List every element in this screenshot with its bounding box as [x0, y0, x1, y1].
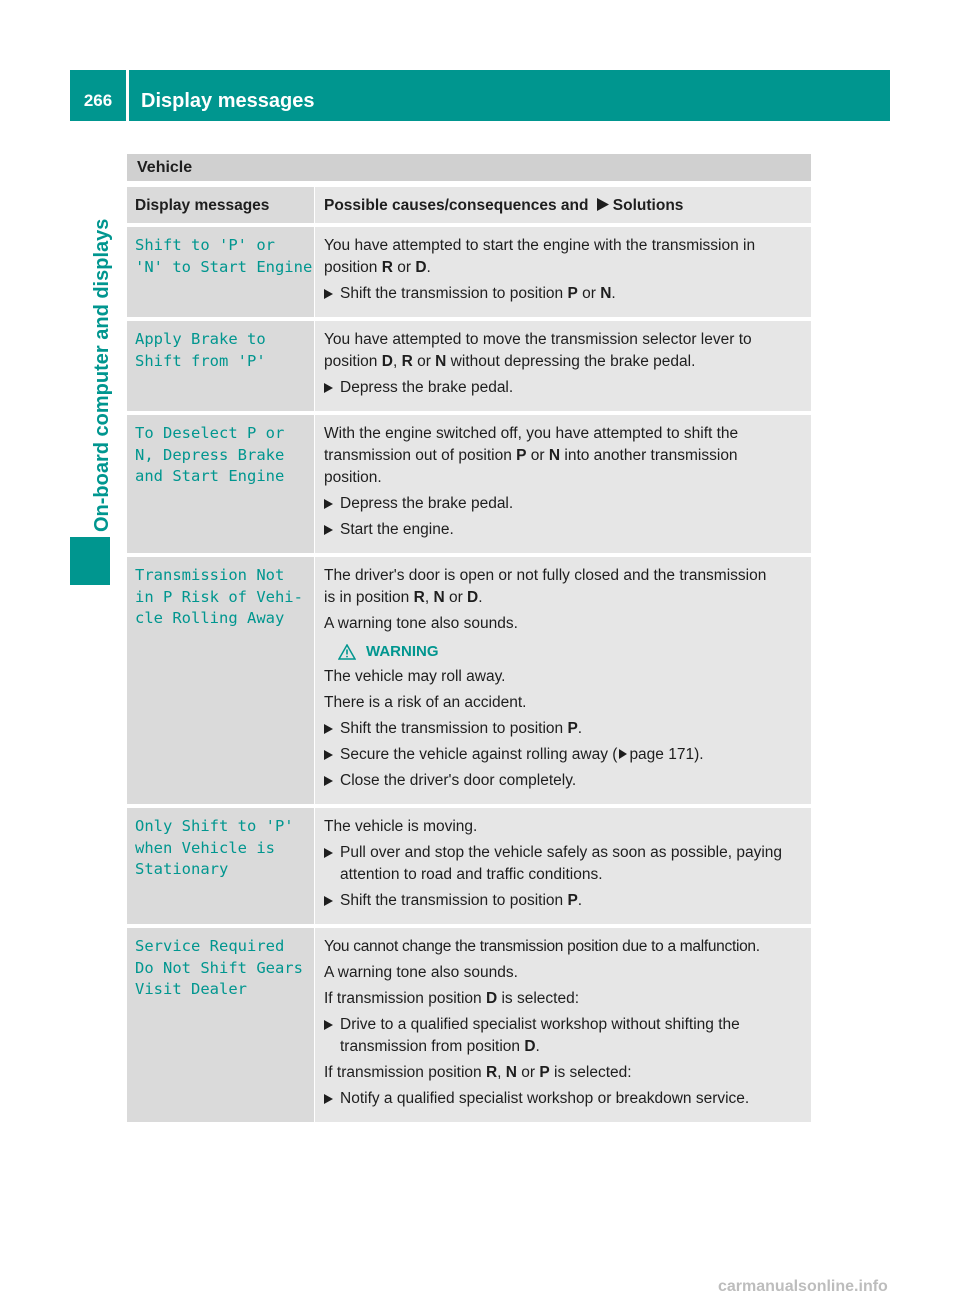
side-tab-label: On-board computer and displays — [91, 218, 113, 532]
cause-text: If transmission position R, N or P is selected: — [324, 1064, 632, 1081]
display-message: Apply Brake to Shift from 'P' — [135, 330, 266, 370]
solution-step: Secure the vehicle against rolling away ( page 171). — [324, 744, 805, 766]
step-arrow-icon — [324, 848, 333, 858]
page-reference-icon — [619, 749, 627, 759]
cause-text: You have attempted to start the engine with the transmission in position R or D. — [324, 237, 756, 276]
page-title: Display messages — [141, 90, 315, 112]
table-row — [127, 808, 811, 924]
header-divider — [126, 70, 129, 121]
section-title: Vehicle — [127, 154, 811, 181]
solution-step: Pull over and stop the vehicle safely as soon as possible, paying attention to road and traffic conditions. — [324, 842, 805, 886]
page-number: 266 — [83, 91, 113, 110]
display-message: Transmission Not in P Risk of Vehi‑ cle Rolling Away — [135, 566, 303, 627]
page-header — [70, 70, 890, 121]
solutions-arrow-icon — [597, 198, 609, 211]
cause-text: With the engine switched off, you have attempted to shift the transmission out of position P or N into another transmission position. — [324, 425, 739, 486]
page-reference[interactable]: page 171). — [629, 746, 704, 763]
display-message: Service Required Do Not Shift Gears Visit Dealer — [135, 937, 303, 998]
step-arrow-icon — [324, 1020, 333, 1030]
table-row — [127, 321, 811, 411]
solution-step: Depress the brake pedal. — [324, 377, 805, 399]
solution-step: Shift the transmission to position P. — [324, 718, 805, 740]
table-row — [127, 227, 811, 317]
table-row — [127, 928, 811, 1122]
warning-header — [338, 643, 805, 660]
cause-text: The vehicle is moving. — [324, 818, 478, 835]
step-arrow-icon — [324, 724, 333, 734]
cause-text: If transmission position D is selected: — [324, 990, 580, 1007]
cause-text: You cannot change the transmission position due to a malfunction. — [324, 938, 760, 955]
step-arrow-icon — [324, 525, 333, 535]
solution-step: Shift the transmission to position P. — [324, 890, 805, 912]
warning-triangle-icon — [338, 644, 356, 660]
solution-step: Shift the transmission to position P or N. — [324, 283, 805, 305]
solution-step: Drive to a qualified specialist workshop without shifting the transmission from position D. — [324, 1014, 805, 1058]
solution-step: Start the engine. — [324, 519, 805, 541]
warning-text: The vehicle may roll away. — [324, 668, 506, 685]
column-header-text: Possible causes/consequences and — [324, 197, 589, 214]
table-header-row — [127, 187, 811, 223]
side-tab — [70, 139, 113, 532]
table-row — [127, 557, 811, 804]
display-message: Shift to 'P' or 'N' to Start Engine — [135, 236, 313, 276]
cause-text: A warning tone also sounds. — [324, 615, 518, 632]
step-arrow-icon — [324, 896, 333, 906]
warning-text: There is a risk of an accident. — [324, 694, 527, 711]
column-header-end: Solutions — [612, 197, 684, 214]
display-message: To Deselect P or N, Depress Brake and Start Engine — [135, 424, 285, 485]
step-arrow-icon — [324, 383, 333, 393]
cause-text: A warning tone also sounds. — [324, 964, 518, 981]
watermark: carmanualsonline.info — [718, 1278, 888, 1295]
solution-step: Depress the brake pedal. — [324, 493, 805, 515]
side-tab-marker — [70, 537, 110, 585]
step-arrow-icon — [324, 750, 333, 760]
step-arrow-icon — [324, 289, 333, 299]
warning-label: WARNING — [366, 643, 439, 660]
display-message: Only Shift to 'P' when Vehicle is Stationary — [135, 817, 294, 878]
cause-text: You have attempted to move the transmission selector lever to position D, R or N without depressing the brake pedal. — [324, 331, 752, 370]
step-arrow-icon — [324, 499, 333, 509]
step-arrow-icon — [324, 1094, 333, 1104]
step-arrow-icon — [324, 776, 333, 786]
solution-step: Close the driver's door completely. — [324, 770, 805, 792]
solution-step: Notify a qualified specialist workshop or breakdown service. — [324, 1088, 805, 1110]
cause-text: The driver's door is open or not fully closed and the transmission is in position R, N or D. — [324, 567, 767, 606]
column-header-solutions — [315, 187, 811, 223]
display-messages-table — [127, 154, 811, 1126]
table-row — [127, 415, 811, 553]
column-header-messages: Display messages — [127, 187, 314, 223]
